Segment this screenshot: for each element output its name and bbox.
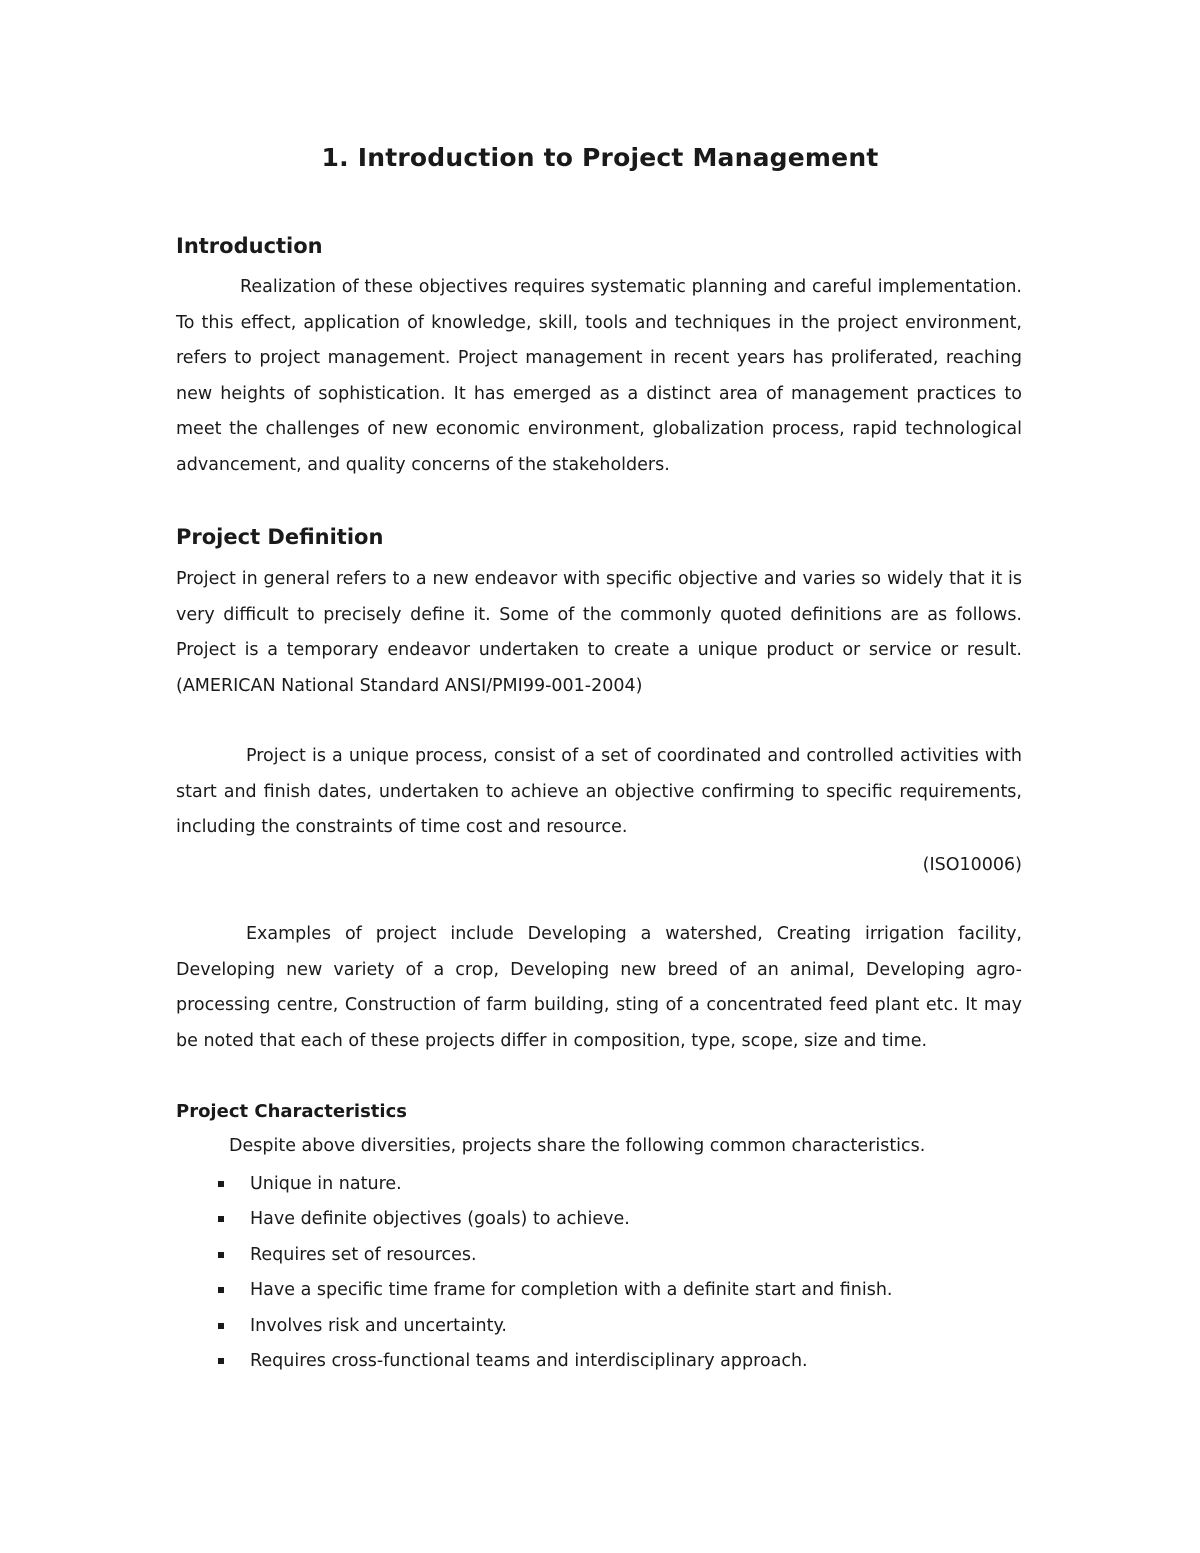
page-title: 1. Introduction to Project Management [321,143,879,172]
list-item [214,1344,893,1379]
list-item [214,1167,893,1202]
characteristics-heading: Project Characteristics [176,1101,407,1122]
bullet-square-icon [218,1358,224,1364]
definition-paragraph-1: Project in general refers to a new endeavor with specific objective and varies so widely that it is very difficult to precisely define it. Some of the commonly quoted definitions are as follows. Project is a temporary endeavor undertaken to create a unique product or service or result. (AMERICAN National Standard ANSI/PMI99-001-2004) [176,569,1022,696]
bullet-square-icon [218,1181,224,1187]
examples-paragraph: Examples of project include Developing a watershed, Creating irrigation facility, Developing new variety of a crop, Developing new breed of an animal, Developing agro-processing centre, Construction of farm building, sting of a concentrated feed plant etc. It may be noted that each of these projects differ in composition, type, scope, size and time. [176,924,1022,1051]
intro-heading: Introduction [176,234,323,258]
bullet-square-icon [218,1216,224,1222]
list-item-text: Requires cross-functional teams and interdisciplinary approach. [250,1350,808,1371]
intro-paragraph: Realization of these objectives requires systematic planning and careful implementation. To this effect, application of knowledge, skill, tools and techniques in the project environment, refers to project management. Project management in recent years has proliferated, reaching new heights of sophistication. It has emerged as a distinct area of management practices to meet the challenges of new economic environment, globalization process, rapid technological advancement, and quality concerns of the stakeholders. [176,277,1022,475]
iso-citation: (ISO10006) [922,855,1022,875]
characteristics-list [214,1167,893,1379]
bullet-square-icon [218,1287,224,1293]
characteristics-lead: Despite above diversities, projects share the following common characteristics. [229,1136,926,1156]
list-item [214,1273,893,1308]
list-item [214,1309,893,1344]
definition-heading: Project Definition [176,525,384,549]
list-item-text: Have definite objectives (goals) to achieve. [250,1209,630,1230]
list-item-text: Have a specific time frame for completion with a definite start and finish. [250,1280,893,1301]
bullet-square-icon [218,1323,224,1329]
list-item-text: Involves risk and uncertainty. [250,1315,507,1336]
list-item-text: Unique in nature. [250,1174,402,1194]
bullet-square-icon [218,1252,224,1258]
list-item-text: Requires set of resources. [250,1244,477,1265]
definition-paragraph-2: Project is a unique process, consist of a set of coordinated and controlled activities with start and finish dates, undertaken to achieve an objective confirming to specific requirements, including the constraints of time cost and resource. [176,746,1022,838]
list-item [214,1238,893,1273]
list-item [214,1202,893,1237]
